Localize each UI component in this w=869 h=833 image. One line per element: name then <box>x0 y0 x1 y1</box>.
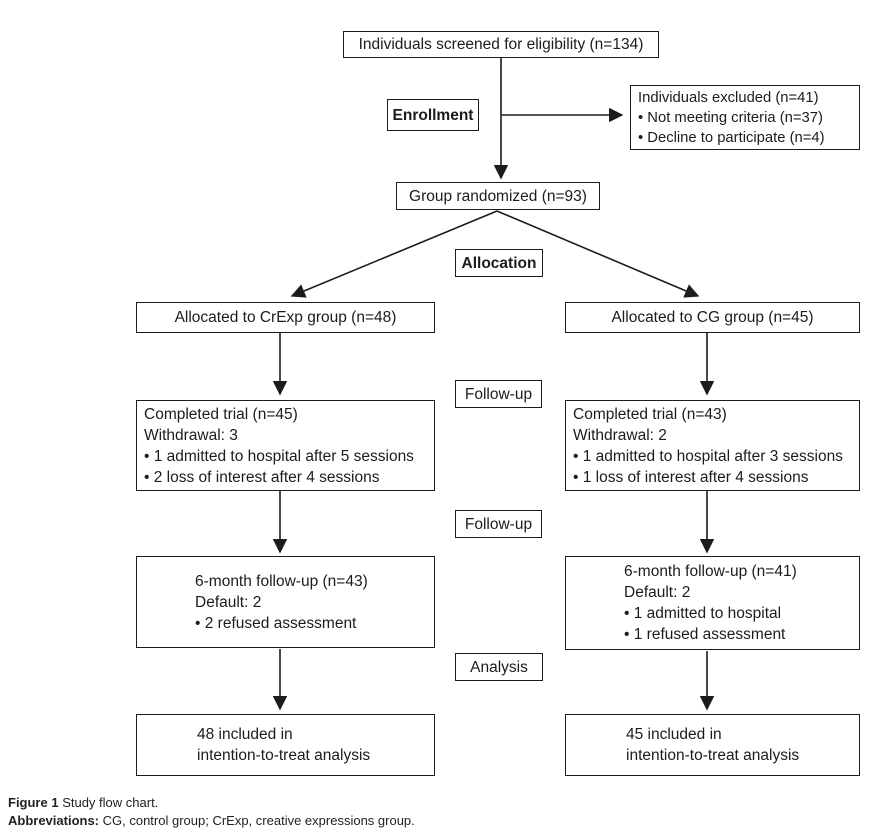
screened-box <box>343 31 659 58</box>
figure-caption-text: Study flow chart. <box>58 795 159 810</box>
excluded-title: Individuals excluded (n=41) <box>638 89 819 106</box>
crexp-completed-box: Completed trial (n=45) Withdrawal: 3 • 1 admitted to hospital after 5 sessions • 2 loss of interest after 4 sessions <box>136 400 435 491</box>
randomized-text: Group randomized (n=93) <box>409 187 587 205</box>
excluded-item: • Decline to participate (n=4) <box>638 129 825 146</box>
crexp-6month-box: 6-month follow-up (n=43) Default: 2 • 2 refused assessment <box>136 556 435 648</box>
followup-stage-label-2: Follow-up <box>455 510 542 538</box>
crexp-allocated-box <box>136 302 435 333</box>
abbreviations-text: CG, control group; CrExp, creative expressions group. <box>99 813 415 828</box>
abbreviations-label: Abbreviations: <box>8 813 100 828</box>
cg-itt-box: 45 included in intention-to-treat analysis <box>565 714 860 776</box>
crexp-allocated-text: Allocated to CrExp group (n=48) <box>174 309 397 326</box>
cg-allocated-box <box>565 302 860 333</box>
cg-completed-box: Completed trial (n=43) Withdrawal: 2 • 1 admitted to hospital after 3 sessions • 1 loss of interest after 4 sessions <box>565 400 860 491</box>
randomized-box <box>396 182 600 210</box>
followup-stage-label-1: Follow-up <box>455 380 542 408</box>
cg-allocated-text: Allocated to CG group (n=45) <box>611 309 814 326</box>
analysis-stage-label: Analysis <box>455 653 543 681</box>
abbreviations-caption <box>8 812 415 829</box>
screened-text: Individuals screened for eligibility (n=134) <box>358 36 644 53</box>
enrollment-stage-label: Enrollment <box>387 99 479 131</box>
cg-6month-box: 6-month follow-up (n=41) Default: 2 • 1 admitted to hospital • 1 refused assessment <box>565 556 860 650</box>
figure-caption-label: Figure 1 <box>8 795 59 810</box>
excluded-box <box>630 85 860 150</box>
excluded-item: • Not meeting criteria (n=37) <box>638 109 823 126</box>
allocation-stage-label: Allocation <box>455 249 543 277</box>
figure-caption <box>8 794 158 811</box>
crexp-itt-box: 48 included in intention-to-treat analysis <box>136 714 435 776</box>
